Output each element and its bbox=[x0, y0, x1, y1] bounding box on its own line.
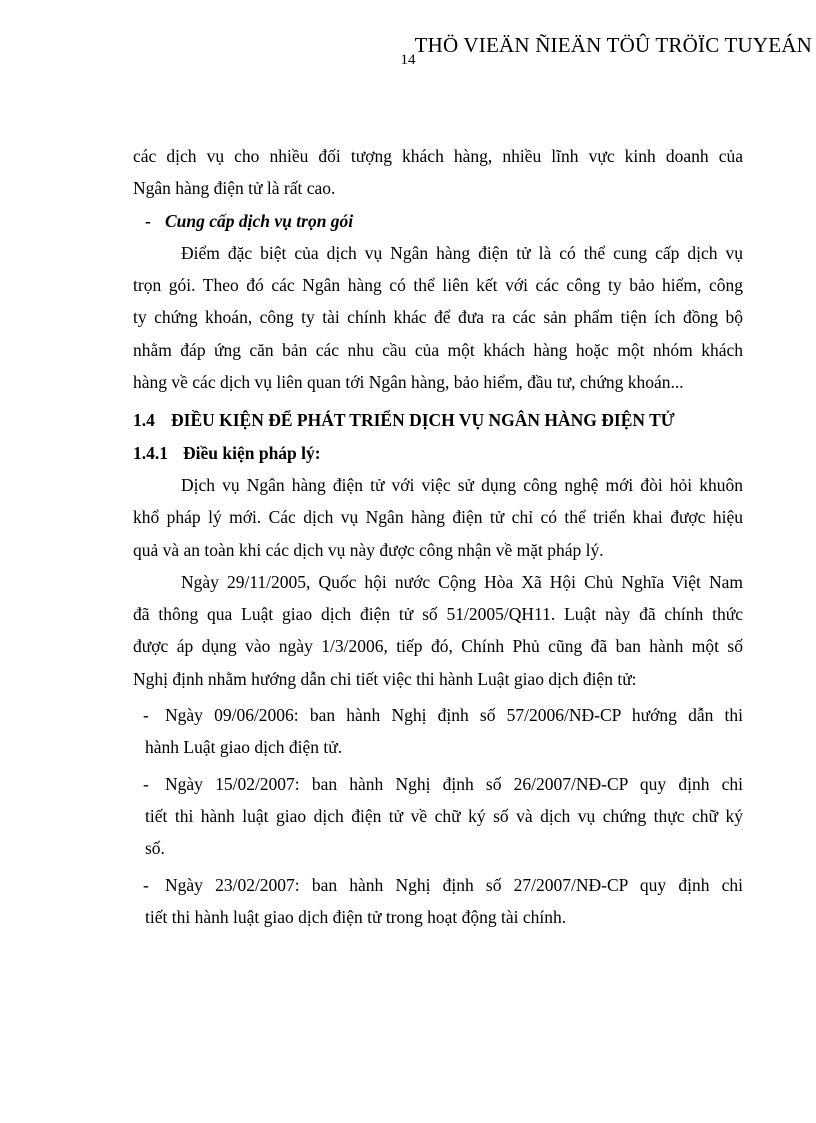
text-line: số. bbox=[145, 838, 165, 859]
text-line: Ngày 29/11/2005, Quốc hội nước Cộng Hòa Xã Hội Chủ Nghĩa Việt Nam bbox=[181, 571, 743, 592]
decree-text: Ngày 09/06/2006: ban hành Nghị định số 57/2006/NĐ-CP hướng dẫn thi bbox=[165, 705, 743, 726]
intro-paragraph bbox=[133, 140, 743, 205]
text-line: hàng về các dịch vụ liên quan tới Ngân hàng, bảo hiểm, đầu tư, chứng khoán... bbox=[133, 372, 684, 393]
text-line bbox=[133, 768, 743, 800]
law-paragraph bbox=[133, 566, 743, 695]
section-heading bbox=[133, 404, 743, 436]
text-line: ty chứng khoán, công ty tài chính khác để đưa ra các sản phẩm tiện ích đồng bộ bbox=[133, 307, 743, 328]
decree-text: Ngày 15/02/2007: ban hành Nghị định số 26/2007/NĐ-CP quy định chi bbox=[165, 773, 743, 794]
text-line: trọn gói. Theo đó các Ngân hàng có thể liên kết với các công ty bảo hiểm, công bbox=[133, 275, 743, 296]
subsection-number: 1.4.1 bbox=[133, 442, 168, 463]
legal-paragraph bbox=[133, 469, 743, 566]
decree-item bbox=[133, 768, 743, 865]
package-paragraph bbox=[133, 237, 743, 398]
list-dash: - bbox=[143, 874, 149, 895]
section-title: ĐIỀU KIỆN ĐỂ PHÁT TRIỂN DỊCH VỤ NGÂN HÀNG ĐIỆN TỬ bbox=[171, 410, 675, 431]
subsection-title: Điều kiện pháp lý: bbox=[183, 442, 321, 463]
text-line: Dịch vụ Ngân hàng điện tử với việc sử dụng công nghệ mới đòi hỏi khuôn bbox=[181, 474, 743, 495]
text-line: quả và an toàn khi các dịch vụ này được công nhận về mặt pháp lý. bbox=[133, 539, 604, 560]
text-line: tiết thi hành luật giao dịch điện tử trong hoạt động tài chính. bbox=[145, 906, 567, 927]
watermark-header: THÖ VIEÄN ÑIEÄN TÖÛ TRÖÏC TUYEÁN bbox=[414, 33, 812, 57]
text-line: được áp dụng vào ngày 1/3/2006, tiếp đó, Chính Phủ cũng đã ban hành một số bbox=[133, 636, 743, 657]
text-line: nhằm đáp ứng căn bản các nhu cầu của một khách hàng hoặc một nhóm khách bbox=[133, 339, 743, 360]
text-line: tiết thi hành luật giao dịch điện tử về chữ ký số và dịch vụ chứng thực chữ ký bbox=[145, 805, 743, 826]
text-line: khổ pháp lý mới. Các dịch vụ Ngân hàng điện tử chỉ có thể triển khai được hiệu bbox=[133, 507, 743, 528]
section-number: 1.4 bbox=[133, 410, 155, 431]
text-line: Ngân hàng điện tử là rất cao. bbox=[133, 178, 336, 199]
bullet-dash: - bbox=[145, 210, 151, 231]
text-line: Điểm đặc biệt của dịch vụ Ngân hàng điện tử là có thể cung cấp dịch vụ bbox=[181, 242, 743, 263]
bullet-heading-text: Cung cấp dịch vụ trọn gói bbox=[165, 210, 354, 231]
decree-item bbox=[133, 699, 743, 764]
list-dash: - bbox=[143, 705, 149, 726]
text-line bbox=[133, 869, 743, 901]
subsection-heading bbox=[133, 437, 743, 469]
text-line: Nghị định nhằm hướng dẫn chi tiết việc thi hành Luật giao dịch điện tử: bbox=[133, 668, 637, 689]
document-body bbox=[133, 140, 743, 933]
text-line: các dịch vụ cho nhiều đối tượng khách hàng, nhiều lĩnh vực kinh doanh của bbox=[133, 146, 743, 166]
text-line bbox=[133, 699, 743, 731]
bullet-heading bbox=[133, 205, 743, 237]
list-dash: - bbox=[143, 773, 149, 794]
text-line: đã thông qua Luật giao dịch điện tử số 51/2005/QH11. Luật này đã chính thức bbox=[133, 604, 743, 625]
decree-text: Ngày 23/02/2007: ban hành Nghị định số 27/2007/NĐ-CP quy định chi bbox=[165, 874, 743, 895]
decree-item bbox=[133, 869, 743, 934]
page-number: 14 bbox=[400, 52, 416, 68]
text-line: hành Luật giao dịch điện tử. bbox=[145, 737, 343, 758]
